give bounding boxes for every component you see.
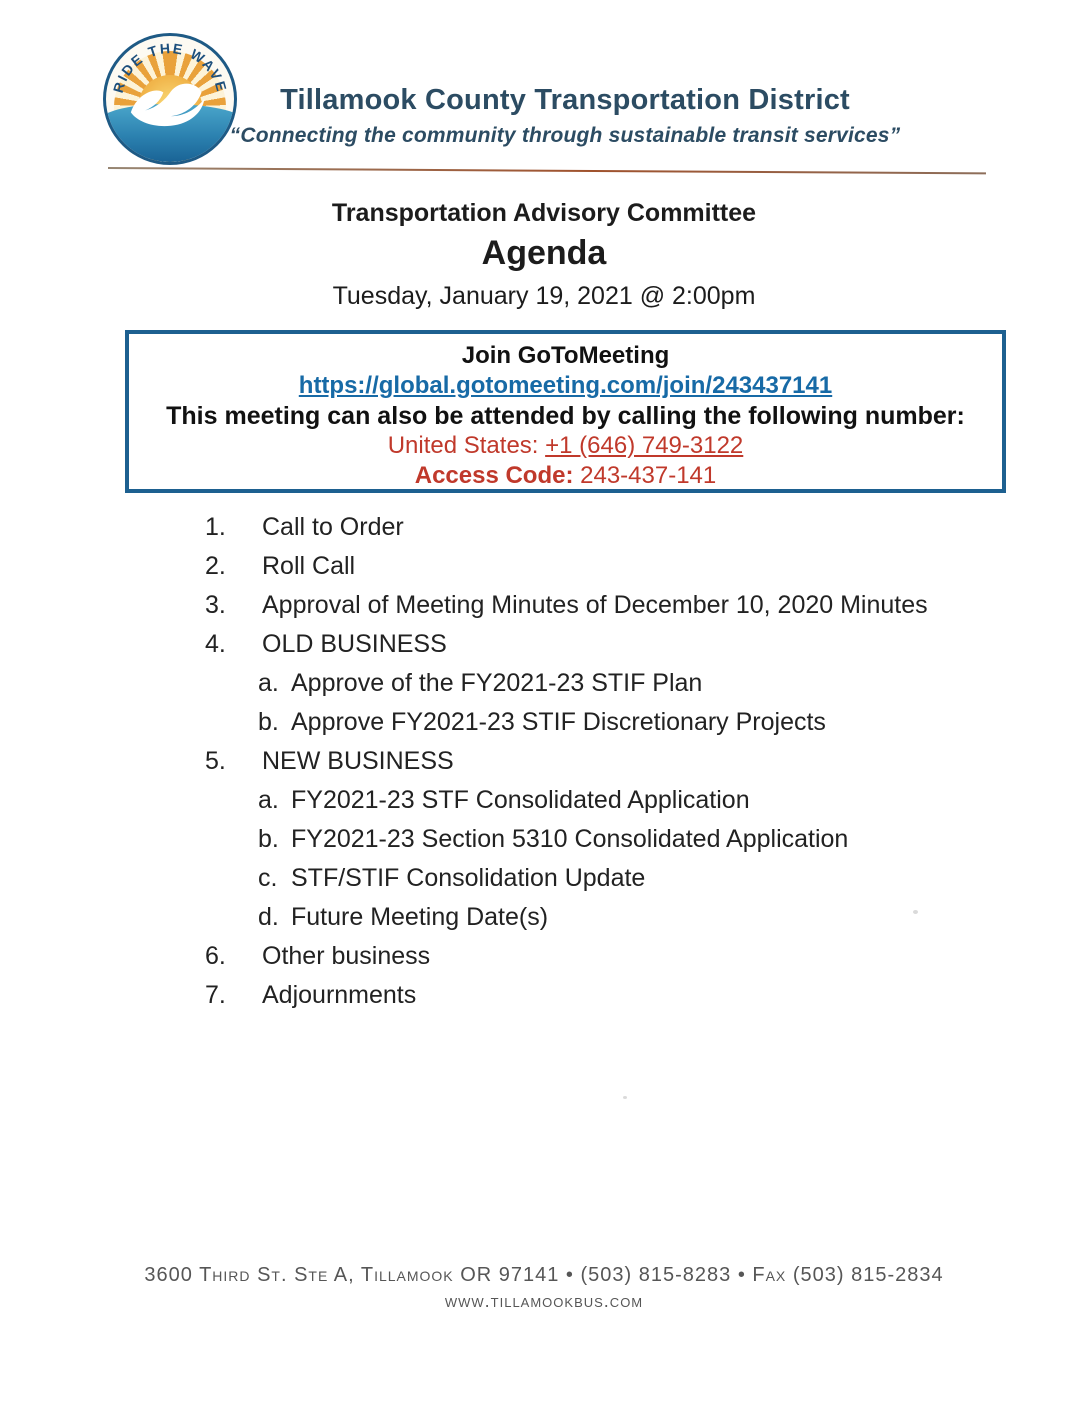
item-letter: b. — [258, 825, 279, 853]
item-letter: c. — [258, 864, 278, 892]
item-number: 7. — [205, 981, 226, 1009]
footer-address: 3600 Third St. Ste A, Tillamook OR 97141 • (503) 815-8283 • Fax (503) 815-2834 — [144, 1264, 944, 1286]
agenda-subitem-5b — [258, 825, 985, 853]
item-text: Future Meeting Date(s) — [291, 903, 549, 931]
scan-speck — [913, 910, 918, 914]
meeting-datetime: Tuesday, January 19, 2021 @ 2:00pm — [332, 282, 756, 310]
item-number: 6. — [205, 942, 226, 970]
svg-text:RIDE THE WAVE: RIDE THE WAVE — [109, 40, 231, 95]
header — [225, 84, 905, 148]
item-text: STF/STIF Consolidation Update — [291, 864, 646, 892]
ride-the-wave-logo — [103, 33, 237, 165]
agenda-item-7 — [205, 981, 985, 1009]
agenda-subitem-5a — [258, 786, 985, 814]
page-title: Agenda — [481, 234, 607, 272]
item-text: FY2021-23 STF Consolidated Application — [291, 786, 750, 814]
item-text: NEW BUSINESS — [262, 747, 454, 775]
agenda-item-3 — [205, 591, 985, 619]
item-number: 5. — [205, 747, 226, 775]
agenda-item-1 — [205, 513, 985, 541]
footer-website: www.tillamookbus.com — [444, 1291, 644, 1311]
gotomeeting-heading: Join GoToMeeting — [461, 342, 670, 369]
agenda-list — [205, 513, 985, 1020]
phone-country-label: United States: — [387, 432, 546, 459]
phone-intro: This meeting can also be attended by calling the following number: — [166, 402, 965, 430]
agenda-item-2 — [205, 552, 985, 580]
access-code-label: Access Code: — [414, 462, 581, 489]
item-number: 4. — [205, 630, 226, 658]
agenda-item-4 — [205, 630, 985, 658]
header-divider — [108, 167, 986, 174]
agenda-subitem-5d — [258, 903, 985, 931]
item-letter: a. — [258, 786, 279, 814]
access-code-value: 243-437-141 — [580, 462, 717, 489]
item-text: Approval of Meeting Minutes of December 10, 2020 Minutes — [262, 591, 928, 619]
scan-speck — [623, 1096, 627, 1099]
item-text: Other business — [262, 942, 431, 970]
agenda-subitem-5c — [258, 864, 985, 892]
phone-link[interactable]: +1 (646) 749-3122 — [545, 432, 744, 459]
org-tagline: “Connecting the community through sustainable transit services” — [229, 124, 901, 147]
logo-arc-text — [103, 33, 237, 165]
item-text: Adjournments — [262, 981, 417, 1009]
item-letter: b. — [258, 708, 279, 736]
agenda-item-6 — [205, 942, 985, 970]
org-name: Tillamook County Transportation District — [280, 84, 850, 116]
item-number: 1. — [205, 513, 226, 541]
item-number: 3. — [205, 591, 226, 619]
agenda-subitem-4b — [258, 708, 985, 736]
item-text: Approve FY2021-23 STIF Discretionary Projects — [291, 708, 826, 736]
agenda-subitem-4a — [258, 669, 985, 697]
item-letter: d. — [258, 903, 279, 931]
title-block — [0, 199, 1088, 311]
agenda-item-5 — [205, 747, 985, 775]
item-text: Roll Call — [262, 552, 356, 580]
item-text: FY2021-23 Section 5310 Consolidated Application — [291, 825, 849, 853]
item-number: 2. — [205, 552, 226, 580]
gotomeeting-link[interactable]: https://global.gotomeeting.com/join/243437141 — [298, 372, 833, 399]
footer — [0, 1264, 1088, 1312]
gotomeeting-box — [125, 330, 1006, 493]
item-text: OLD BUSINESS — [262, 630, 447, 658]
item-text: Call to Order — [262, 513, 404, 541]
committee-title: Transportation Advisory Committee — [331, 199, 757, 227]
item-text: Approve of the FY2021-23 STIF Plan — [291, 669, 703, 697]
item-letter: a. — [258, 669, 279, 697]
